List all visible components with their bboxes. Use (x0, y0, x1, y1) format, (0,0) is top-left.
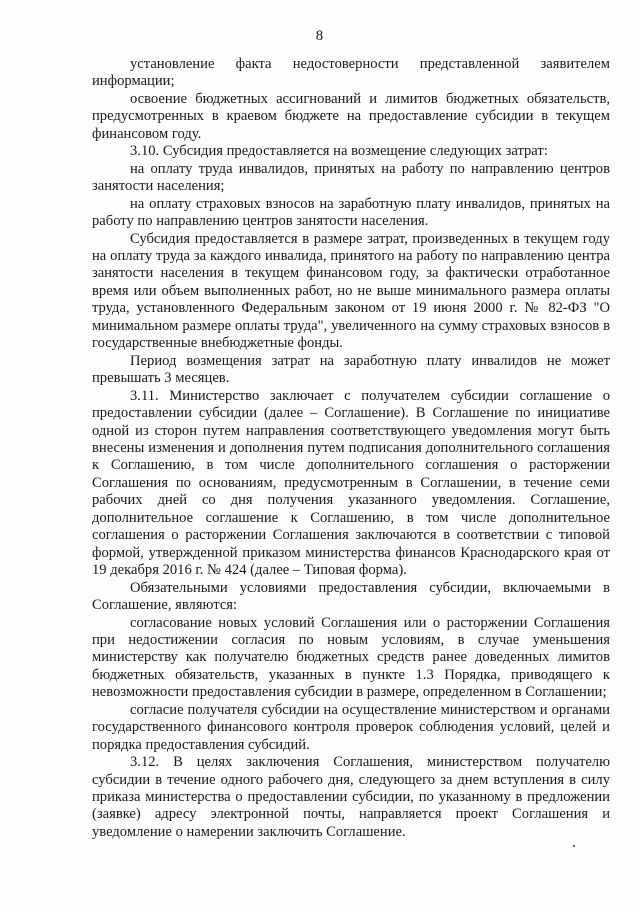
paragraph: 3.12. В целях заключения Соглашения, министерством получателю субсидии в течение одного рабочего дня, следующего за днем вступления в силу приказа министерства о предоставлении субсидии, по указанному в предложении (заявке) адресу электронной почты, направляется проект Соглашения и уведомление о намерении заключить Соглашение. (92, 754, 610, 840)
document-body (92, 56, 610, 841)
paragraph: освоение бюджетных ассигнований и лимитов бюджетных обязательств, предусмотренных в краевом бюджете на предоставление субсидии в текущем финансовом году. (92, 90, 610, 142)
paragraph: 3.10. Субсидия предоставляется на возмещение следующих затрат: (130, 143, 548, 160)
paragraph: на оплату страховых взносов на заработную плату инвалидов, принятых на работу по направлению центров занятости населения. (92, 195, 610, 230)
paragraph: на оплату труда инвалидов, принятых на работу по направлению центров занятости населения; (92, 160, 610, 195)
paragraph: Субсидия предоставляется в размере затрат, произведенных в текущем году на оплату труда за каждого инвалида, принятого на работу по направлению центра занятости населения в текущем финансовом году, за фактически отработанное время или объем выполненных работ, но не выше минимального размера оплаты труда, установленного Федеральным законом от 19 июня 2000 г. № 82-ФЗ "О минимальном размере оплаты труда", увеличенного на сумму страховых взносов в государственные внебюджетные фонды. (92, 230, 610, 352)
scan-speck (573, 845, 575, 847)
paragraph: согласование новых условий Соглашения или о расторжении Соглашения при недостижении согласия по новым условиям, в случае уменьшения министерству как получателю бюджетных средств ранее доведенных лимитов бюджетных обязательств, указанных в пункте 1.3 Порядка, приводящего к невозможности предоставления субсидии в размере, определенном в Соглашении; (92, 614, 610, 701)
paragraph: 3.11. Министерство заключает с получателем субсидии соглашение о предоставлении субсидии (далее – Соглашение). В Соглашение по инициативе одной из сторон путем направления соответствующего уведомления могут быть внесены изменения и дополнения путем подписания дополнительного соглашения к Соглашению, в том числе дополнительного соглашения о расторжении Соглашения по основаниям, предусмотренным в Соглашении, в течение семи рабочих дней со дня получения указанного уведомления. Соглашение, дополнительное соглашение к Соглашению, в том числе дополнительное соглашения о расторжении Соглашения заключаются в соответствии с типовой формой, утвержденной приказом министерства финансов Краснодарского края от 19 декабря 2016 г. № 424 (далее – Типовая форма). (92, 387, 610, 579)
page-number: 8 (315, 28, 324, 44)
paragraph: установление факта недостоверности представленной заявителем информации; (92, 56, 610, 90)
paragraph: согласие получателя субсидии на осуществление министерством и органами государственного финансового контроля проверок соблюдения условий, целей и порядка предоставления субсидий. (92, 701, 610, 753)
paragraph: Обязательными условиями предоставления субсидии, включаемыми в Соглашение, являются: (92, 579, 610, 614)
paragraph: Период возмещения затрат на заработную плату инвалидов не может превышать 3 месяцев. (92, 352, 610, 387)
